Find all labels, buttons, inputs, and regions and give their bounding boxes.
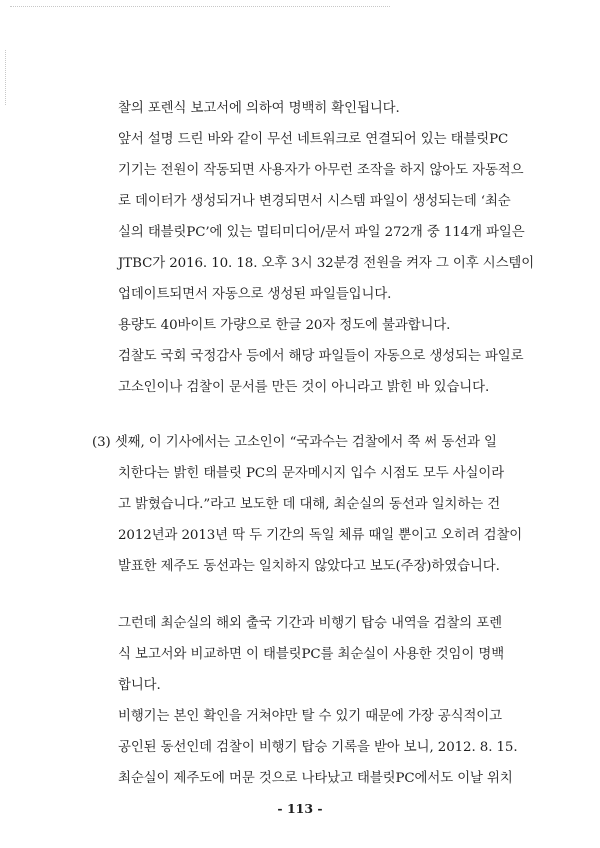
text-line: 실의 태블릿PC’에 있는 멀티미디어/문서 파일 272개 중 114개 파일은 [118, 225, 525, 240]
text-line: 최순실이 제주도에 머문 것으로 나타났고 태블릿PC에서도 이날 위치 [118, 771, 513, 786]
text-line: 검찰도 국회 국정감사 등에서 해당 파일들이 자동으로 생성되는 파일로 [118, 349, 524, 364]
text-line: 비행기는 본인 확인을 거쳐야만 탈 수 있기 때문에 가장 공식적이고 [118, 709, 502, 724]
text-line: 찰의 포렌식 보고서에 의하여 명백히 확인됩니다. [118, 101, 400, 116]
text-line: 공인된 동선인데 검찰이 비행기 탑승 기록을 받아 보니, 2012. 8. 15. [118, 740, 518, 755]
text-line: 앞서 설명 드린 바와 같이 무선 네트워크로 연결되어 있는 태블릿PC [118, 132, 509, 147]
page-number: - 113 - [277, 801, 323, 816]
text-line: 기기는 전원이 작동되면 사용자가 아무런 조작을 하지 않아도 자동적으 [118, 163, 524, 178]
text-line: JTBC가 2016. 10. 18. 오후 3시 32분경 전원을 켜자 그 이후 시스템이 [118, 256, 535, 271]
text-line: 용량도 40바이트 가량으로 한글 20자 정도에 불과합니다. [118, 318, 451, 333]
text-line: 업데이트되면서 자동으로 생성된 파일들입니다. [118, 287, 392, 302]
text-line: 고 밝혔습니다.”라고 보도한 데 대해, 최순실의 동선과 일치하는 건 [118, 497, 501, 512]
text-line: (3) 셋째, 이 기사에서는 고소인이 “국과수는 검찰에서 쭉 써 동선과 일 [92, 435, 497, 450]
text-line: 치한다는 밝힌 태블릿 PC의 문자메시지 입수 시점도 모두 사실이라 [118, 466, 505, 481]
text-line: 2012년과 2013년 딱 두 기간의 독일 체류 때일 뿐이고 오히려 검찰이 [118, 528, 523, 543]
text-line: 고소인이나 검찰이 문서를 만든 것이 아니라고 밝힌 바 있습니다. [118, 380, 490, 395]
text-line: 그런데 최순실의 해외 출국 기간과 비행기 탑승 내역을 검찰의 포렌 [118, 616, 502, 631]
text-line: 합니다. [118, 678, 161, 693]
text-line: 발표한 제주도 동선과는 일치하지 않았다고 보도(주장)하였습니다. [118, 559, 500, 574]
scan-edge-top [10, 6, 390, 7]
text-line: 로 데이터가 생성되거나 변경되면서 시스템 파일이 생성되는데 ‘최순 [118, 194, 511, 209]
text-line: 식 보고서와 비교하면 이 태블릿PC를 최순실이 사용한 것임이 명백 [118, 647, 505, 662]
scan-edge-left [5, 50, 6, 105]
